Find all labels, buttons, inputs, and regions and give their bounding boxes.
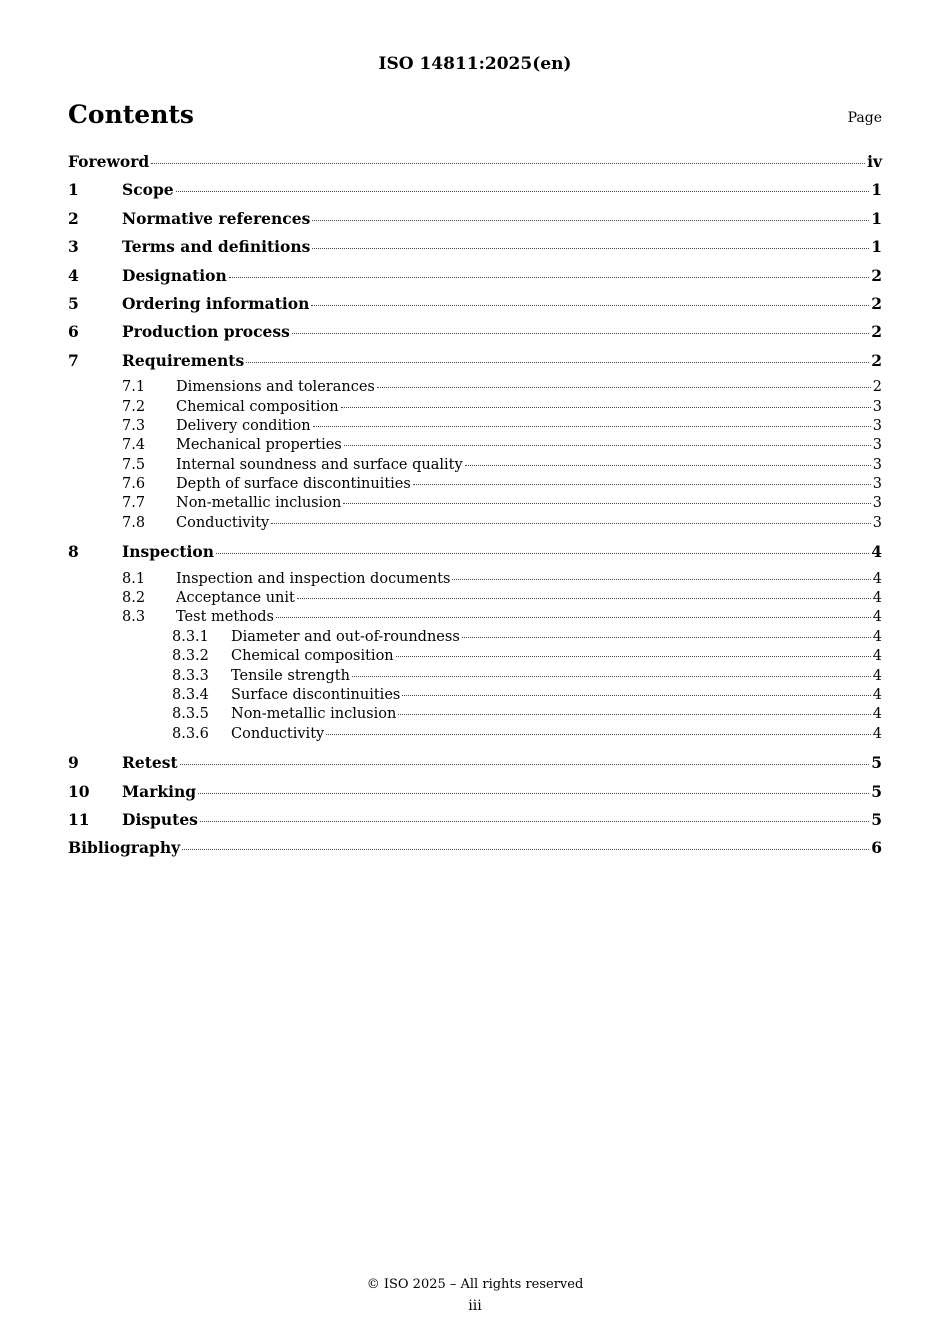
- toc-entry-page: 4: [872, 706, 882, 723]
- toc-dot-leader: [313, 426, 871, 427]
- toc-entry-page: 3: [872, 514, 882, 531]
- toc-dot-leader: [312, 248, 869, 249]
- toc-entry[interactable]: [68, 379, 882, 398]
- toc-entry[interactable]: [68, 726, 882, 745]
- toc-dot-leader: [180, 764, 870, 765]
- toc-entry-title: Mechanical properties: [176, 437, 342, 454]
- toc-entry-number: 7.7: [122, 495, 146, 512]
- toc-entry[interactable]: [68, 180, 882, 208]
- toc-entry-number: 9: [68, 753, 79, 773]
- toc-entry-page: 4: [872, 686, 882, 703]
- toc-dot-leader: [343, 503, 870, 504]
- toc-dot-leader: [292, 333, 869, 334]
- toc-entry-number: 10: [68, 781, 90, 801]
- toc-entry-title: Depth of surface discontinuities: [176, 476, 411, 493]
- toc-entry-page: 3: [872, 476, 882, 493]
- contents-title: Contents: [68, 100, 195, 129]
- toc-entry-title: Ordering information: [122, 293, 310, 313]
- footer-page-number: iii: [468, 1298, 482, 1314]
- toc-entry[interactable]: [68, 706, 882, 725]
- toc-entry-number: 8.3.6: [172, 725, 209, 742]
- toc-dot-leader: [452, 579, 870, 580]
- toc-dot-leader: [311, 305, 869, 306]
- toc-entry[interactable]: [68, 753, 882, 781]
- toc-dot-leader: [297, 598, 871, 599]
- toc-entry-number: 3: [68, 237, 79, 257]
- toc-entry-page: 2: [871, 293, 882, 313]
- toc-dot-leader: [229, 277, 869, 278]
- toc-entry-page: 1: [871, 208, 882, 228]
- toc-entry[interactable]: [68, 515, 882, 534]
- footer-copyright: © ISO 2025 – All rights reserved: [366, 1277, 584, 1292]
- toc-entry-title: Chemical composition: [176, 398, 339, 415]
- toc-entry-number: 5: [68, 293, 79, 313]
- toc-dot-leader: [413, 484, 871, 485]
- toc-entry-title: Normative references: [122, 208, 311, 228]
- toc-entry-page: 5: [871, 781, 882, 801]
- toc-entry[interactable]: [68, 838, 882, 866]
- toc-entry[interactable]: [68, 294, 882, 322]
- toc-dot-leader: [200, 821, 869, 822]
- document-header: ISO 14811:2025(en): [378, 54, 572, 74]
- toc-entry[interactable]: [68, 571, 882, 590]
- toc-dot-leader: [182, 849, 869, 850]
- toc-entry-title: Conductivity: [176, 514, 270, 531]
- toc-dot-leader: [377, 387, 871, 388]
- toc-entry-number: 7.6: [122, 476, 146, 493]
- toc-entry-title: Chemical composition: [231, 648, 394, 665]
- toc-entry-title: Test methods: [176, 609, 274, 626]
- toc-entry[interactable]: [68, 542, 882, 570]
- toc-entry-number: 8.3.1: [172, 628, 209, 645]
- toc-dot-leader: [344, 445, 871, 446]
- toc-entry-page: 3: [872, 456, 882, 473]
- toc-dot-leader: [176, 191, 870, 192]
- toc-entry-number: 11: [68, 809, 90, 829]
- toc-entry-title: Internal soundness and surface quality: [176, 456, 463, 473]
- toc-dot-leader: [396, 656, 871, 657]
- toc-entry-number: 8.2: [122, 590, 146, 607]
- toc-entry-title: Inspection: [122, 542, 215, 562]
- toc-entry-number: 7.4: [122, 437, 146, 454]
- toc-entry-number: 8.3.5: [172, 706, 209, 723]
- toc-dot-leader: [352, 676, 871, 677]
- toc-entry[interactable]: [68, 648, 882, 667]
- toc-entry[interactable]: [68, 351, 882, 379]
- toc-entry-page: 4: [872, 590, 882, 607]
- toc-entry-title: Scope: [122, 180, 174, 200]
- toc-entry-page: 4: [872, 570, 882, 587]
- toc-entry-title: Surface discontinuities: [231, 686, 401, 703]
- toc-entry[interactable]: [68, 152, 882, 180]
- toc-entry-page: 3: [872, 398, 882, 415]
- toc-entry-page: 3: [872, 495, 882, 512]
- toc-entry-title: Conductivity: [231, 725, 325, 742]
- toc-entry-title: Acceptance unit: [176, 590, 295, 607]
- toc-dot-leader: [271, 523, 871, 524]
- toc-entry-page: 4: [872, 609, 882, 626]
- toc-entry[interactable]: [68, 418, 882, 437]
- toc-entry-page: 5: [871, 809, 882, 829]
- toc-dot-leader: [276, 617, 871, 618]
- toc-entry-page: 6: [871, 838, 882, 858]
- toc-entry-title: Non-metallic inclusion: [176, 495, 342, 512]
- toc-entry-title: Delivery condition: [176, 417, 311, 434]
- toc-entry-number: 7.3: [122, 417, 146, 434]
- toc-entry-page: 4: [872, 667, 882, 684]
- toc-entry-title: Dimensions and tolerances: [176, 379, 375, 396]
- toc-entry[interactable]: [68, 476, 882, 495]
- toc-entry[interactable]: [68, 209, 882, 237]
- toc-entry-page: 1: [871, 180, 882, 200]
- toc-dot-leader: [151, 163, 865, 164]
- toc-dot-leader: [341, 407, 871, 408]
- toc-entry-title: Requirements: [122, 350, 245, 370]
- toc-entry-page: iv: [867, 152, 882, 171]
- toc-entry-title: Terms and definitions: [122, 237, 311, 257]
- toc-entry-page: 5: [871, 753, 882, 773]
- toc-entry-title: Retest: [122, 753, 178, 773]
- toc-entry-title: Bibliography: [68, 838, 181, 858]
- toc-entry[interactable]: [68, 782, 882, 810]
- toc-entry[interactable]: [68, 266, 882, 294]
- toc-gap: [68, 534, 882, 542]
- toc-dot-leader: [246, 362, 869, 363]
- page-column-label: Page: [847, 110, 882, 126]
- toc-entry[interactable]: [68, 687, 882, 706]
- toc-entry-number: 7.1: [122, 379, 146, 396]
- toc-entry[interactable]: [68, 668, 882, 687]
- toc-entry-number: 8.1: [122, 570, 146, 587]
- toc-entry[interactable]: [68, 495, 882, 514]
- toc-entry-number: 8.3.4: [172, 686, 209, 703]
- toc-entry-number: 7: [68, 350, 79, 370]
- toc-entry-number: 6: [68, 322, 79, 342]
- toc-entry[interactable]: [68, 810, 882, 838]
- toc-dot-leader: [312, 220, 869, 221]
- toc-entry-page: 1: [871, 237, 882, 257]
- toc-entry-title: Diameter and out-of-roundness: [231, 628, 460, 645]
- toc-entry[interactable]: [68, 590, 882, 609]
- toc-entry-page: 4: [872, 725, 882, 742]
- toc-dot-leader: [462, 637, 871, 638]
- toc-dot-leader: [398, 714, 870, 715]
- toc-entry-title: Designation: [122, 265, 227, 285]
- toc-entry-title: Production process: [122, 322, 290, 342]
- toc-entry-page: 4: [871, 542, 882, 562]
- toc-entry-page: 4: [872, 628, 882, 645]
- toc-entry-number: 1: [68, 180, 79, 200]
- table-of-contents: [68, 152, 882, 867]
- toc-entry-number: 7.5: [122, 456, 146, 473]
- toc-dot-leader: [216, 553, 869, 554]
- toc-entry-page: 3: [872, 417, 882, 434]
- toc-entry[interactable]: [68, 457, 882, 476]
- toc-entry-page: 3: [872, 437, 882, 454]
- toc-entry-number: 4: [68, 265, 79, 285]
- toc-dot-leader: [326, 734, 871, 735]
- toc-entry-number: 7.8: [122, 514, 146, 531]
- toc-entry[interactable]: [68, 322, 882, 350]
- toc-entry[interactable]: [68, 399, 882, 418]
- toc-entry[interactable]: [68, 237, 882, 265]
- toc-entry-title: Disputes: [122, 809, 198, 829]
- toc-entry-title: Inspection and inspection documents: [176, 570, 451, 587]
- toc-entry[interactable]: [68, 609, 882, 628]
- toc-gap: [68, 745, 882, 753]
- toc-entry-number: 8.3.3: [172, 667, 209, 684]
- toc-entry-title: Non-metallic inclusion: [231, 706, 397, 723]
- toc-entry-number: 8.3.2: [172, 648, 209, 665]
- toc-entry-title: Tensile strength: [231, 667, 350, 684]
- toc-entry-number: 7.2: [122, 398, 146, 415]
- toc-dot-leader: [198, 793, 869, 794]
- toc-entry-page: 4: [872, 648, 882, 665]
- toc-dot-leader: [402, 695, 870, 696]
- toc-entry-page: 2: [871, 322, 882, 342]
- toc-entry-page: 2: [871, 350, 882, 370]
- toc-entry-title: Foreword: [68, 152, 150, 171]
- toc-entry[interactable]: [68, 437, 882, 456]
- toc-entry-number: 8.3: [122, 609, 146, 626]
- toc-entry-page: 2: [872, 379, 882, 396]
- toc-entry-number: 8: [68, 542, 79, 562]
- toc-entry-number: 2: [68, 208, 79, 228]
- toc-entry-title: Marking: [122, 781, 197, 801]
- toc-dot-leader: [465, 465, 871, 466]
- toc-entry[interactable]: [68, 629, 882, 648]
- toc-entry-page: 2: [871, 265, 882, 285]
